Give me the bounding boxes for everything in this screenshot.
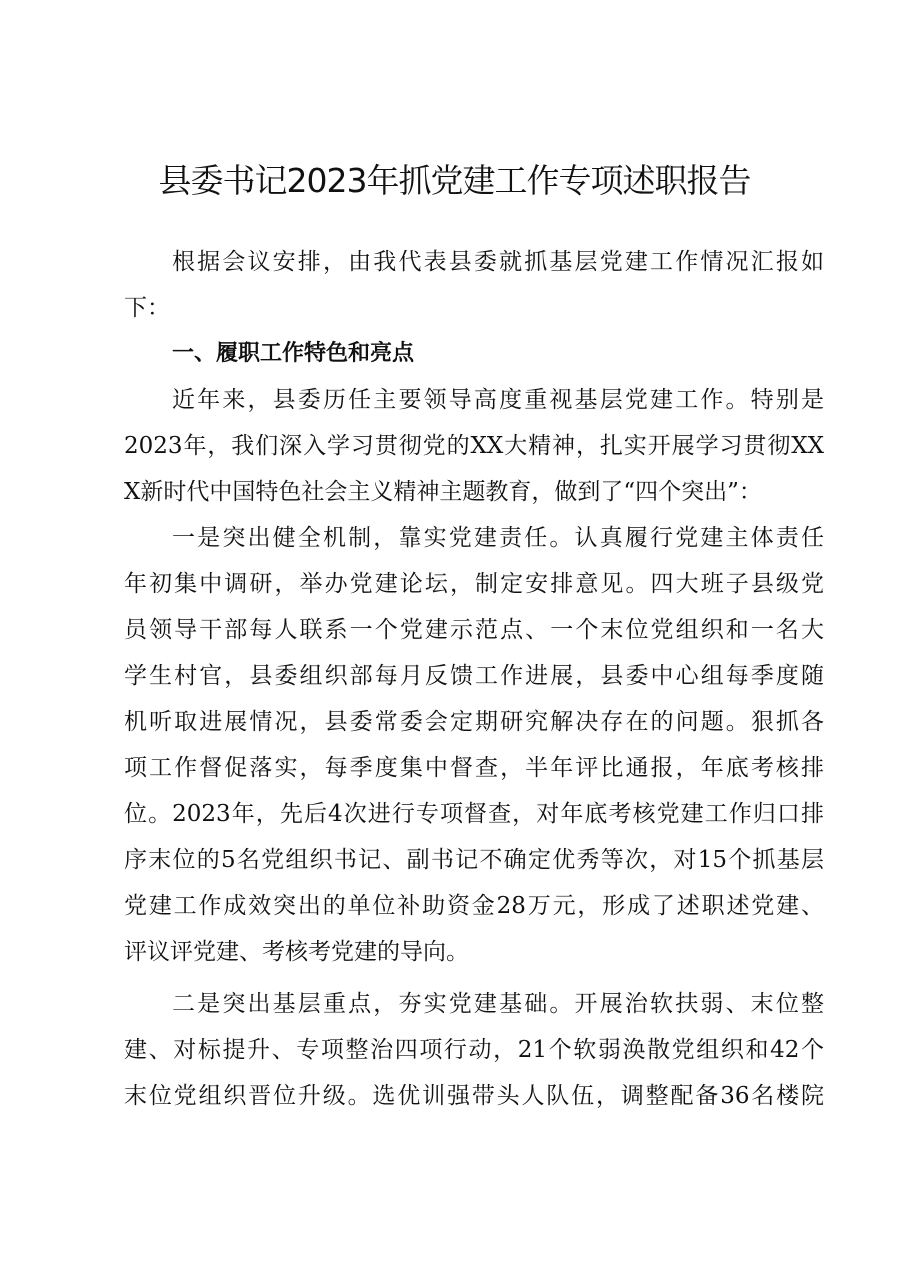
para3-line-1: 二是突出基层重点，夯实党建基础。开展治软扶弱、末位整 [172, 991, 824, 1017]
para2-line-7: 位。2023年，先后4次进行专项督查，对年底考核党建工作归口排 [124, 801, 824, 827]
para2-line-4: 学生村官，县委组织部每月反馈工作进展，县委中心组每季度随 [124, 663, 824, 689]
section-heading-1: 一、履职工作特色和亮点 [172, 341, 415, 366]
para3-line-2: 建、对标提升、专项整治四项行动，21个软弱涣散党组织和42个 [124, 1037, 824, 1063]
para2-line-2: 年初集中调研，举办党建论坛，制定安排意见。四大班子县级党 [124, 571, 824, 597]
para2-line-10: 评议评党建、考核考党建的导向。 [124, 939, 469, 965]
para1-line-3: X新时代中国特色社会主义精神主题教育，做到了“四个突出”： [124, 479, 762, 505]
para3-line-3: 末位党组织晋位升级。选优训强带头人队伍，调整配备36名楼院 [124, 1083, 824, 1109]
para2-line-8: 序末位的5名党组织书记、副书记不确定优秀等次，对15个抓基层 [124, 847, 824, 873]
para1-line-1: 近年来，县委历任主要领导高度重视基层党建工作。特别是 [172, 387, 824, 413]
intro-line-2: 下： [124, 295, 170, 321]
para1-line-2: 2023年，我们深入学习贯彻党的XX大精神，扎实开展学习贯彻XX [124, 433, 824, 459]
document-title: 县委书记2023年抓党建工作专项述职报告 [158, 161, 751, 200]
para2-line-5: 机听取进展情况，县委常委会定期研究解决存在的问题。狠抓各 [124, 709, 824, 735]
para2-line-9: 党建工作成效突出的单位补助资金28万元，形成了述职述党建、 [124, 893, 824, 919]
para2-line-6: 项工作督促落实，每季度集中督查，半年评比通报，年底考核排 [124, 755, 824, 781]
para2-line-1: 一是突出健全机制，靠实党建责任。认真履行党建主体责任 [172, 525, 824, 551]
para2-line-3: 员领导干部每人联系一个党建示范点、一个末位党组织和一名大 [124, 617, 824, 643]
intro-line-1: 根据会议安排，由我代表县委就抓基层党建工作情况汇报如 [172, 249, 824, 275]
